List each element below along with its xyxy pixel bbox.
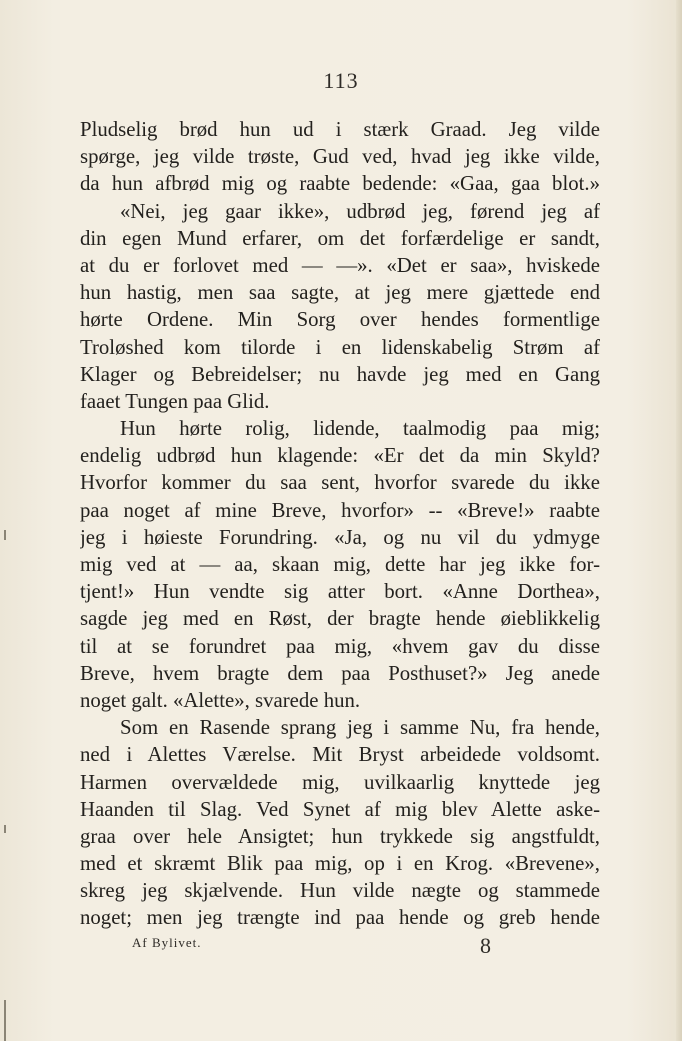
page-footer <box>80 933 600 963</box>
body-text <box>80 116 600 932</box>
text-line: faaet Tungen paa Glid. <box>80 389 270 413</box>
signature-mark: Af Bylivet. <box>132 935 202 950</box>
text-line: til at se forundret paa mig, «hvem gav du disse <box>80 634 600 658</box>
text-line: ned i Alettes Værelse. Mit Bryst arbeidede voldsomt. <box>80 743 600 767</box>
text-line: noget; men jeg trængte ind paa hende og greb hende <box>80 906 600 930</box>
text-line: graa over hele Ansigtet; hun trykkede sig angstfuldt, <box>80 824 600 848</box>
text-line: endelig udbrød hun klagende: «Er det da min Skyld? <box>80 444 600 468</box>
text-line: paa noget af mine Breve, hvorfor» -- «Breve!» raabte <box>80 498 600 522</box>
text-line: Hvorfor kommer du saa sent, hvorfor svarede du ikke <box>80 471 600 495</box>
page-number: 113 <box>323 68 359 93</box>
text-line: noget galt. «Alette», svarede hun. <box>80 688 361 712</box>
text-line: spørge, jeg vilde trøste, Gud ved, hvad jeg ikke vilde, <box>80 145 600 169</box>
text-line: tjent!» Hun vendte sig atter bort. «Anne Dorthea», <box>80 580 600 604</box>
text-line: jeg i høieste Forundring. «Ja, og nu vil du ydmyge <box>80 525 600 549</box>
text-line: Harmen overvældede mig, uvilkaarlig knyttede jeg <box>80 770 600 794</box>
text-line: Som en Rasende sprang jeg i samme Nu, fra hende, <box>120 716 600 740</box>
text-line: med et skræmt Blik paa mig, op i en Krog. «Brevene», <box>80 852 600 876</box>
text-line: din egen Mund erfarer, om det forfærdelige er sandt, <box>80 226 600 250</box>
text-line: Pludselig brød hun ud i stærk Graad. Jeg vilde <box>80 118 600 141</box>
text-line: skreg jeg skjælvende. Hun vilde nægte og stammede <box>80 879 600 903</box>
text-line: Breve, hvem bragte dem paa Posthuset?» Jeg anede <box>80 661 600 685</box>
margin-mark <box>4 825 6 833</box>
page-edge <box>676 0 682 1041</box>
text-line: at du er forlovet med — —». «Det er saa», hviskede <box>80 253 600 277</box>
text-line: da hun afbrød mig og raabte bedende: «Gaa, gaa blot.» <box>80 172 600 196</box>
sheet-number: 8 <box>480 933 491 958</box>
text-line: Troløshed kom tilorde i en lidenskabelig Strøm af <box>80 335 600 359</box>
margin-mark <box>4 1000 6 1041</box>
text-line: hun hastig, men saa sagte, at jeg mere gjættede end <box>80 281 600 305</box>
text-line: Hun hørte rolig, lidende, taalmodig paa mig; <box>120 417 600 441</box>
margin-mark <box>4 530 6 540</box>
text-line: sagde jeg med en Røst, der bragte hende øieblikkelig <box>80 607 600 631</box>
text-line: mig ved at — aa, skaan mig, dette har jeg ikke for- <box>80 553 600 576</box>
text-line: Klager og Bebreidelser; nu havde jeg med en Gang <box>80 362 600 386</box>
text-line: Haanden til Slag. Ved Synet af mig blev Alette aske- <box>80 797 600 821</box>
text-line: «Nei, jeg gaar ikke», udbrød jeg, førend jeg af <box>120 199 600 223</box>
text-line: hørte Ordene. Min Sorg over hendes formentlige <box>80 308 600 332</box>
